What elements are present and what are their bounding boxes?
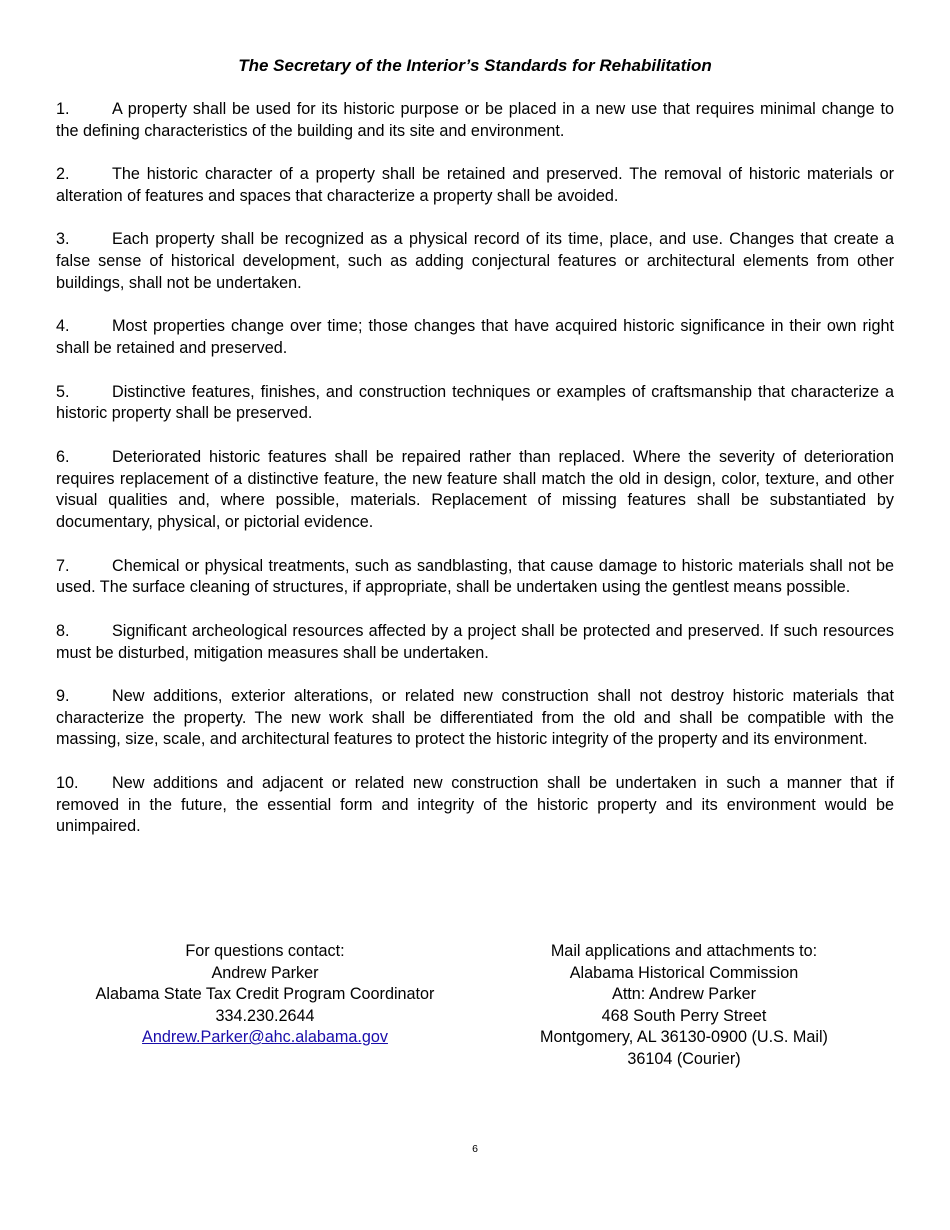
- contact-phone: 334.230.2644: [215, 1006, 315, 1025]
- standards-list: [56, 99, 894, 860]
- mailing-courier-zip: 36104 (Courier): [627, 1049, 741, 1068]
- standard-text: A property shall be used for its historic purpose or be placed in a new use that requires minimal change to the defining characteristics of the building and its site and environment.: [56, 100, 894, 140]
- standard-number: 10.: [56, 773, 79, 792]
- mailing-address-block: [474, 941, 894, 1070]
- mailing-attention: Attn: Andrew Parker: [612, 985, 756, 1003]
- questions-contact-block: [56, 941, 474, 1049]
- standard-text: Most properties change over time; those changes that have acquired historic significance in their own right shall be retained and preserved.: [56, 317, 894, 358]
- standard-number: 2.: [56, 165, 70, 184]
- standard-item-9: [56, 686, 894, 751]
- page-title: The Secretary of the Interior’s Standards for Rehabilitation: [238, 56, 712, 75]
- standard-item-1: [56, 99, 894, 143]
- standard-number: 6.: [56, 447, 70, 466]
- mailing-city: Montgomery, AL 36130-0900 (U.S. Mail): [540, 1028, 828, 1046]
- standard-number: 3.: [56, 230, 70, 249]
- standard-item-4: [56, 316, 894, 360]
- standard-text: Significant archeological resources affected by a project shall be protected and preserved. If such resources must be disturbed, mitigation measures shall be undertaken.: [56, 621, 894, 662]
- standard-number: 7.: [56, 556, 70, 575]
- document-page: [56, 0, 894, 1230]
- standard-text: Deteriorated historic features shall be repaired rather than replaced. Where the severity of deterioration requires replacement of a distinctive feature, the new feature shall match the old in design, color, texture, and other visual qualities and, where possible, materials. Replacement of missing features shall be substantiated by documentary, physical, or pictorial evidence.: [56, 447, 894, 532]
- standard-text: Each property shall be recognized as a physical record of its time, place, and use. Changes that create a false sense of historical development, such as adding conjectural features or architectural elements from other buildings, shall not be undertaken.: [56, 230, 894, 292]
- standard-item-5: [56, 382, 894, 426]
- standard-text: Distinctive features, finishes, and construction techniques or examples of craftsmanship that characterize a historic property shall be preserved.: [56, 382, 894, 423]
- standard-number: 1.: [56, 100, 70, 118]
- standard-item-2: [56, 164, 894, 208]
- contact-heading: For questions contact:: [185, 942, 345, 960]
- standard-number: 4.: [56, 317, 70, 336]
- standard-text: New additions and adjacent or related new construction shall be undertaken in such a manner that if removed in the future, the essential form and integrity of the historic property and its environment would be unimpaired.: [56, 773, 894, 836]
- mailing-street: 468 South Perry Street: [601, 1006, 767, 1025]
- standard-item-10: [56, 773, 894, 838]
- standard-text: Chemical or physical treatments, such as sandblasting, that cause damage to historic materials shall not be used. The surface cleaning of structures, if appropriate, shall be undertaken using the gentlest means possible.: [56, 556, 894, 597]
- standard-item-7: [56, 556, 894, 600]
- standard-number: 8.: [56, 621, 70, 640]
- page-number: 6: [472, 1143, 478, 1155]
- standard-number: 9.: [56, 686, 70, 705]
- contact-section: [56, 941, 894, 1081]
- standard-item-6: [56, 447, 894, 534]
- mailing-organization: Alabama Historical Commission: [569, 963, 799, 982]
- contact-role: Alabama State Tax Credit Program Coordinator: [95, 985, 435, 1003]
- contact-name: Andrew Parker: [211, 963, 319, 982]
- standard-text: New additions, exterior alterations, or related new construction shall not destroy historic materials that characterize the property. The new work shall be differentiated from the old and shall be compatible with the massing, size, scale, and architectural features to protect the historic integrity of the property and its environment.: [56, 686, 894, 749]
- mailing-heading: Mail applications and attachments to:: [550, 942, 818, 960]
- contact-email-link[interactable]: Andrew.Parker@ahc.alabama.gov: [142, 1028, 388, 1046]
- standard-item-3: [56, 229, 894, 294]
- standard-item-8: [56, 621, 894, 665]
- standard-text: The historic character of a property shall be retained and preserved. The removal of historic materials or alteration of features and spaces that characterize a property shall be avoided.: [56, 165, 894, 205]
- standard-number: 5.: [56, 382, 70, 401]
